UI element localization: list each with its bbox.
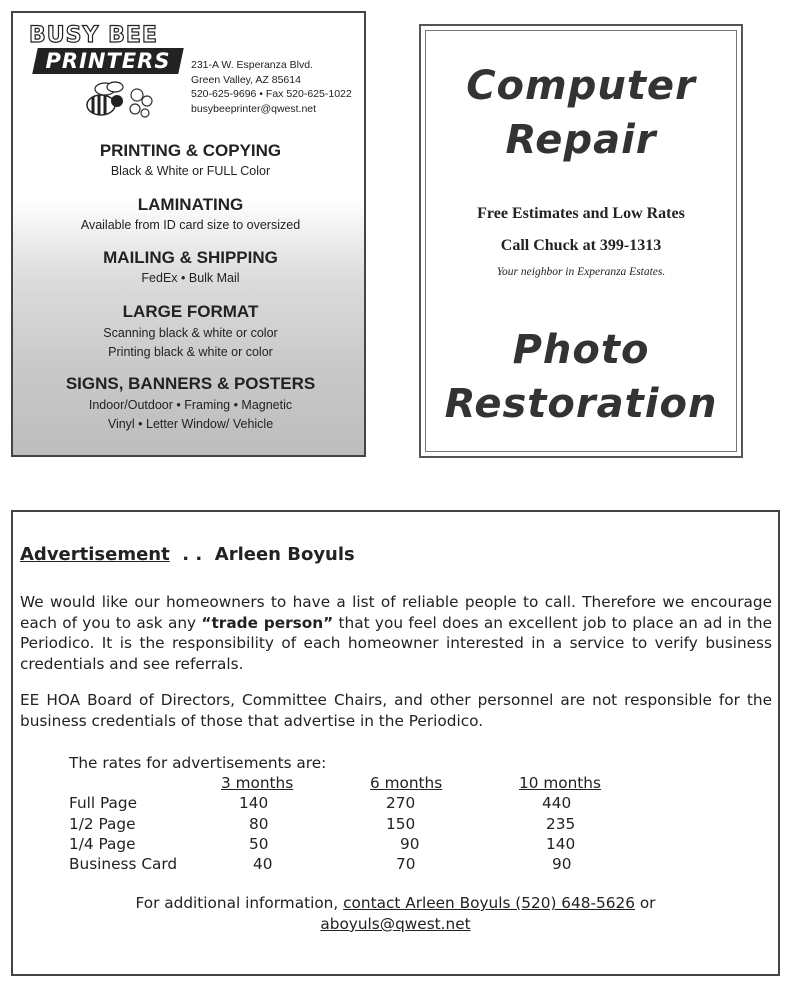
rate-value: 90 (552, 855, 572, 873)
service-detail: Printing black & white or color (108, 345, 273, 359)
service-detail: FedEx • Bulk Mail (141, 271, 240, 285)
rate-value: 140 (239, 794, 269, 812)
computer-title: Computer (466, 63, 696, 109)
phone-fax-line: 520-625-9696 • Fax 520-625-1022 (191, 88, 352, 100)
additional-info-or: or (639, 894, 656, 912)
rate-value: 270 (386, 794, 416, 812)
service-detail: Black & White or FULL Color (110, 164, 271, 178)
printers-logo-text: PRINTERS (45, 49, 171, 73)
rate-row-label: 1/2 Page (69, 815, 136, 833)
trade-person-emphasis: “trade person” (201, 613, 334, 632)
photo-title: Photo (512, 327, 650, 373)
service-heading: PRINTING & COPYING (99, 141, 282, 160)
notice-author: Arleen Boyuls (214, 544, 355, 565)
service-heading: LAMINATING (137, 195, 244, 214)
email-line: busybeeprinter@qwest.net (191, 102, 317, 115)
rate-value: 140 (546, 835, 576, 853)
service-heading: LARGE FORMAT (122, 302, 259, 321)
rate-value: 40 (253, 855, 273, 873)
address-line-1: 231-A W. Esperanza Blvd. (191, 59, 313, 71)
service-heading: MAILING & SHIPPING (103, 248, 278, 267)
rate-row-label: Full Page (69, 794, 138, 812)
computer-repair-ad (419, 24, 743, 458)
service-detail: Available from ID card size to oversized (80, 218, 301, 232)
rate-column-header: 3 months (221, 774, 294, 792)
rate-row-label: 1/4 Page (69, 835, 136, 853)
rate-value: 50 (249, 835, 269, 853)
rate-row-label: Business Card (69, 855, 178, 873)
notice-heading-separator: . . (182, 544, 203, 565)
notice-paragraph-2: EE HOA Board of Directors, Committee Chairs, and other personnel are not responsible for the business credentials of those that advertise in the Periodico. (20, 691, 772, 730)
bee-icon (79, 79, 157, 123)
paragraph-1-text-a: We would like our homeowners to have a list of reliable people to call. Therefore we encourage each of you to ask any (20, 593, 772, 632)
computer-repair-inner-frame (425, 30, 737, 452)
email-line (13, 915, 778, 933)
busy-bee-contact-block (191, 58, 352, 116)
notice-heading (20, 544, 355, 565)
neighbor-line: Your neighbor in Experanza Estates. (496, 266, 666, 278)
rate-value: 150 (386, 815, 416, 833)
notice-paragraph-1 (20, 592, 772, 674)
busy-bee-logo-text: BUSY BEE (29, 23, 158, 48)
restoration-title: Restoration (444, 381, 718, 427)
rates-intro: The rates for advertisements are: (69, 754, 327, 772)
call-chuck-line: Call Chuck at 399-1313 (500, 237, 662, 254)
contact-link[interactable]: contact Arleen Boyuls (520) 648-5626 (343, 894, 635, 912)
rate-column-header: 6 months (370, 774, 443, 792)
email-link[interactable]: aboyuls@qwest.net (320, 915, 471, 933)
repair-title: Repair (505, 117, 657, 163)
printers-logo-banner (32, 48, 184, 74)
rate-column-header: 10 months (519, 774, 601, 792)
rate-value: 235 (546, 815, 576, 833)
advertisement-notice (11, 510, 780, 976)
service-detail: Indoor/Outdoor • Framing • Magnetic (88, 398, 293, 412)
address-line-2: Green Valley, AZ 85614 (191, 73, 301, 86)
service-detail: Scanning black & white or color (103, 326, 278, 340)
rate-value: 80 (249, 815, 269, 833)
service-detail: Vinyl • Letter Window/ Vehicle (107, 417, 274, 431)
additional-info-line (13, 894, 778, 912)
paragraph-1-text-b: that you feel does an excellent job to place an ad in the Periodico. It is the responsibility of each homeowner interested in a service to verify business credentials and see referrals. (20, 613, 772, 673)
rate-value: 440 (542, 794, 572, 812)
estimates-line: Free Estimates and Low Rates (477, 205, 685, 222)
notice-heading-title: Advertisement (20, 544, 170, 565)
busy-bee-printers-ad (11, 11, 366, 457)
rate-value: 70 (396, 855, 416, 873)
service-heading: SIGNS, BANNERS & POSTERS (65, 374, 316, 393)
rate-value: 90 (400, 835, 420, 853)
additional-info-prefix: For additional information, (135, 894, 339, 912)
